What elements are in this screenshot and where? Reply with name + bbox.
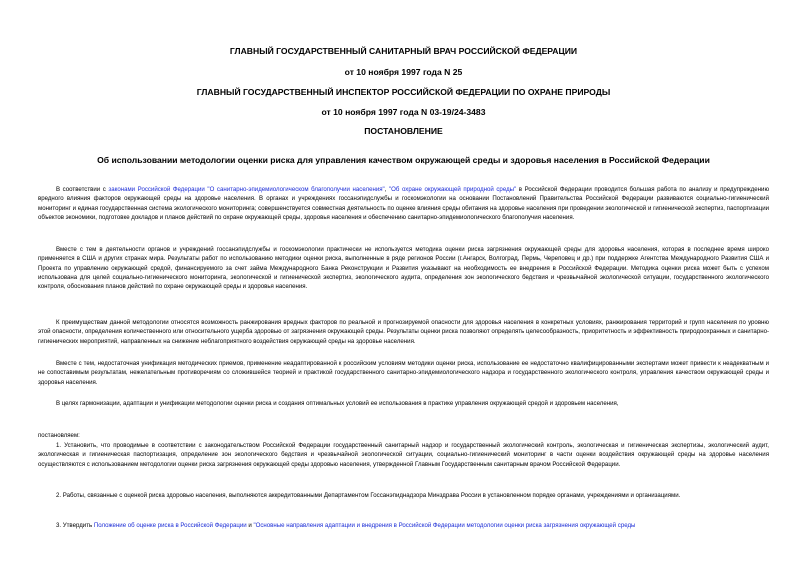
- document-type: ПОСТАНОВЛЕНИЕ: [364, 126, 443, 136]
- paragraph-1-text-end: в Российской Федерации проводится большая работа по анализу и предупреждению вредного влияния факторов окружающей среды на здоровье населения. В органах и учреждениях госсанэпидслужбы и госкомэкологии на основании Постановлений Правительства Российской Федерации развиваются социально-гигиенический мониторинг и единая государственная система экологического мониторинга; совершенствуется совместная деятельность по оценке влияния среды обитания на здоровье населения при проведении экологической и гигиенической экспертиз, паспортизации объектов экономики, подготовке докладов и планов действий по охране окружающей среды, здоровья населения и обеспечению санитарно-эпидемиологического благополучия населения.: [38, 186, 770, 221]
- law-link-environment[interactable]: "Об охране окружающей природной среды": [389, 186, 517, 193]
- paragraph-3: К преимуществам данной методологии относятся возможность ранжирования вредных факторов по реальной и прогнозируемой опасности для здоровья населения в конкретных условиях, ранжирования территорий и групп населения по уровню этой опасности, определения количественного или относительного ущерба здоровью от загрязнения окружающей среды. Результаты оценки риска позволяют определять целесообразность, приоритетность и эффективность природоохранных и санитарно-гигиенических мероприятий, направленных на снижение неблагоприятного воздействия окружающей среды на здоровье населения.: [38, 319, 769, 345]
- item-3-conjunction: и: [246, 522, 254, 529]
- law-link-sanitary[interactable]: законами Российской Федерации "О санитарно-эпидемиологическом благополучии населения": [108, 186, 385, 193]
- header-authority-2: ГЛАВНЫЙ ГОСУДАРСТВЕННЫЙ ИНСПЕКТОР РОССИЙСКОЙ ФЕДЕРАЦИИ ПО ОХРАНЕ ПРИРОДЫ: [196, 87, 611, 97]
- item-2: 2. Работы, связанные с оценкой риска здоровью населения, выполняются аккредитованными Департаментом Госсанэпиднадзора Минздрава России в установленном порядке органами, учреждениями и организациями.: [56, 492, 681, 499]
- paragraph-1-separator: ,: [384, 186, 389, 193]
- document-title: Об использовании методологии оценки риска для управления качеством окружающей среды и здоровья населения в Российской Федерации: [97, 155, 710, 165]
- guidelines-link[interactable]: "Основные направления адаптации и внедрения в Российской Федерации методологии оценки риска загрязнения окружающей среды: [253, 522, 636, 529]
- item-1: 1. Установить, что проводимые в соответствии с законодательством Российской Федерации государственный санитарный надзор и государственный экологический контроль, экологическая и гигиеническая экспертизы, экологический аудит, экологическая и гигиеническая паспортизация, определение зон экологического бедствия и чрезвычайной экологической ситуации, социально-гигиенический мониторинг в части оценки воздействия окружающей среды на здоровье населения осуществляются с использованием методологии оценки риска загрязнения окружающей среды здоровью населения, утвержденной Главным Государственным санитарным врачом Российской Федерации.: [38, 442, 769, 468]
- paragraph-1-text-start: В соответствии с: [56, 186, 109, 193]
- paragraph-1: [38, 185, 769, 222]
- item-3-text: 3. Утвердить: [56, 522, 94, 529]
- header-date-2: от 10 ноября 1997 года N 03-19/24-3483: [321, 107, 486, 117]
- regulation-link[interactable]: Положение об оценке риска в Российской Федерации: [93, 522, 247, 529]
- header-authority-1: ГЛАВНЫЙ ГОСУДАРСТВЕННЫЙ САНИТАРНЫЙ ВРАЧ РОССИЙСКОЙ ФЕДЕРАЦИИ: [229, 46, 578, 56]
- item-3: [38, 521, 769, 530]
- paragraph-2: Вместе с тем в деятельности органов и учреждений госсанэпидслужбы и госкомэкологии практически не используется методика оценки риска загрязнения окружающей среды для здоровья населения, которая в последнее время широко применяется в США и других странах мира. Результаты работ по использованию методики оценки риска, выполненные в ряде регионов России (г.Ангарск, Волгоград, Пермь, Череповец и др.) при поддержке Агентства Международного Развития США и Проекта по управлению окружающей средой, финансируемого за счет займа Международного Банка Реконструкции и Развития указывают на необходимость ее внедрения в Российской Федерации. Методика оценки риска может быть с успехом использована для целей социально-гигиенического мониторинга, экологической и гигиенической экспертиз, экологического аудита, определения зон экологического бедствия и чрезвычайной экологической ситуации, государственного экологического контроля, обоснования планов действий по охране окружающей среды и здоровья населения.: [38, 246, 769, 291]
- paragraph-5: В целях гармонизации, адаптации и унификации методологии оценки риска и создания оптимальных условий ее использования в практике управления окружающей средой и здоровьем населения,: [56, 400, 619, 407]
- header-date-1: от 10 ноября 1997 года N 25: [344, 67, 463, 77]
- paragraph-4: Вместе с тем, недостаточная унификация методических приемов, применение неадаптированной к российским условиям методики оценки риска, использование ее недостаточно квалифицированными экспертами может привести к неадекватным и не сопоставимым результатам, нежелательным противоречиям со сложившейся теорией и практикой государственного санитарно-эпидемиологического надзора и государственного экологического контроля, управления качеством окружающей среды и здоровья населения.: [38, 360, 769, 386]
- paragraph-resolve: постановляем:: [38, 432, 80, 439]
